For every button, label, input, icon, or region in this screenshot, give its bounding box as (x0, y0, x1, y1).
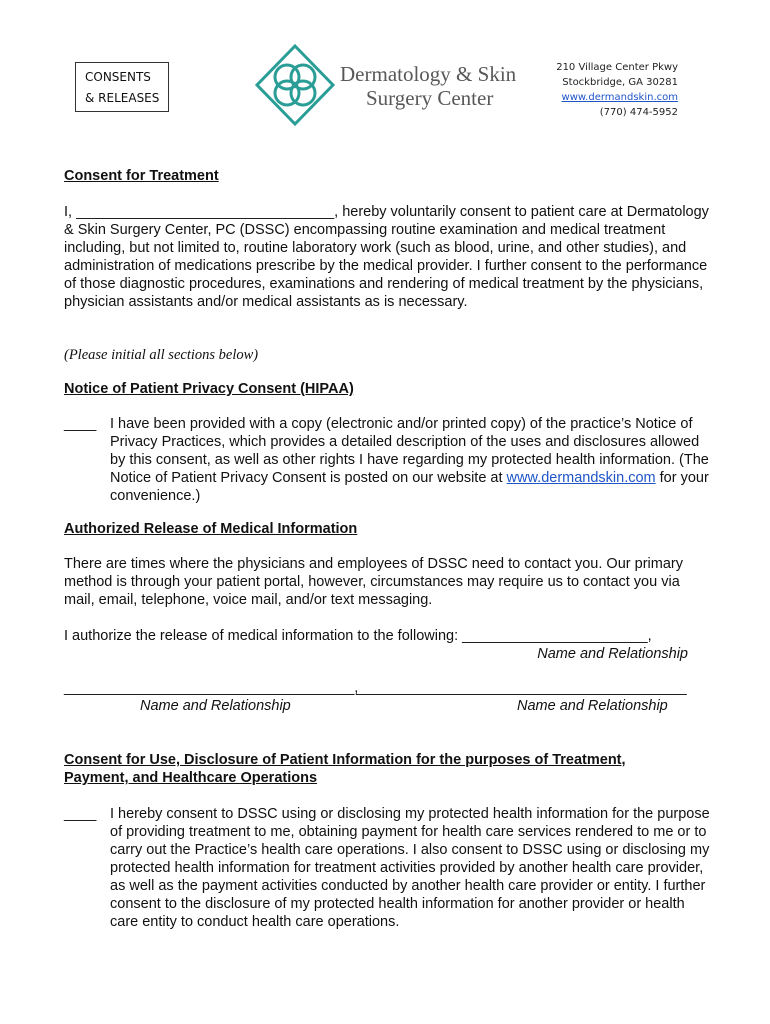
hipaa-initial-blank[interactable]: ____ (64, 416, 97, 432)
address-street: 210 Village Center Pkwy (556, 62, 678, 73)
disclosure-heading-1: Consent for Use, Disclosure of Patient Information for the purposes of Treatment, (64, 752, 626, 768)
release-authorize-line[interactable]: I authorize the release of medical information to the following: _______________________, (64, 628, 652, 644)
release-text: There are times where the physicians and employees of DSSC need to contact you. Our primary method is through your patient portal, however, circumstances may require us to contact you via mail, email, telephone, voice mail, and/or text messaging. (64, 556, 683, 608)
release-label-left: Name and Relationship (140, 698, 291, 714)
disclosure-initial-blank[interactable]: ____ (64, 806, 97, 822)
box-line-1: CONSENTS (85, 70, 151, 84)
release-heading: Authorized Release of Medical Information (64, 521, 358, 537)
release-label-right: Name and Relationship (537, 646, 688, 662)
website-link[interactable]: www.dermandskin.com (561, 92, 678, 103)
hipaa-text (110, 415, 714, 505)
hipaa-heading: Notice of Patient Privacy Consent (HIPAA) (64, 381, 354, 397)
consents-releases-box (75, 62, 169, 112)
hipaa-website-link[interactable]: www.dermandskin.com (506, 470, 656, 486)
release-line-right[interactable]: _________________________________________ (356, 680, 687, 696)
clinic-name-line-2: Surgery Center (366, 86, 494, 110)
release-lines (64, 679, 714, 697)
hipaa-body: I have been provided with a copy (electronic and/or printed copy) of the practice’s Notice of Privacy Practices, which provides a detailed description of the uses and disclosures allowed by this consent, as well as other rights I have regarding my protected health information. (The Notice of Patient Privacy Consent is posted on our website at (110, 416, 709, 486)
release-line-left[interactable]: ____________________________________, (64, 680, 359, 696)
document-body (64, 167, 714, 931)
initial-note: (Please initial all sections below) (64, 347, 259, 363)
address-city: Stockbridge, GA 30281 (562, 77, 678, 88)
clinic-address (556, 60, 678, 120)
consent-treatment-heading: Consent for Treatment (64, 168, 219, 184)
hipaa-body-end: for your convenience.) (110, 470, 709, 504)
clinic-name-line-1: Dermatology & Skin (340, 62, 517, 86)
disclosure-section (64, 805, 714, 931)
disclosure-text: I hereby consent to DSSC using or disclosing my protected health information for the purpose of providing treatment to me, obtaining payment for health care services rendered to me or to carry out the Practice’s health care operations. I also consent to DSSC using or disclosing my protected health information for treatment activities provided by another health care provider, as well as the payment activities conducted by another health care provider or entity. I further consent to the disclosure of my protected health information for another provider or health care entity to conduct health care operations. (110, 806, 710, 930)
box-line-2: & RELEASES (85, 91, 160, 105)
release-labels (64, 697, 714, 715)
phone-number: (770) 474-5952 (599, 107, 678, 118)
hipaa-section (64, 415, 714, 505)
clinic-name (340, 62, 516, 110)
consent-treatment-text: I, ________________________________, hereby voluntarily consent to patient care at Dermatology & Skin Surgery Center, PC (DSSC) encompassing routine examination and medical treatment including, but not limited to, routine laboratory work (such as blood, urine, and other studies), and administration of medications prescribe by the medical provider. I further consent to the performance of those diagnostic procedures, examinations and rendering of medical treatment by the physicians, physician assistants and/or medical assistants as is necessary. (64, 204, 709, 310)
disclosure-heading-2: Payment, and Healthcare Operations (64, 770, 318, 786)
release-label-right-2: Name and Relationship (517, 698, 668, 714)
clinic-logo-icon (255, 44, 335, 126)
